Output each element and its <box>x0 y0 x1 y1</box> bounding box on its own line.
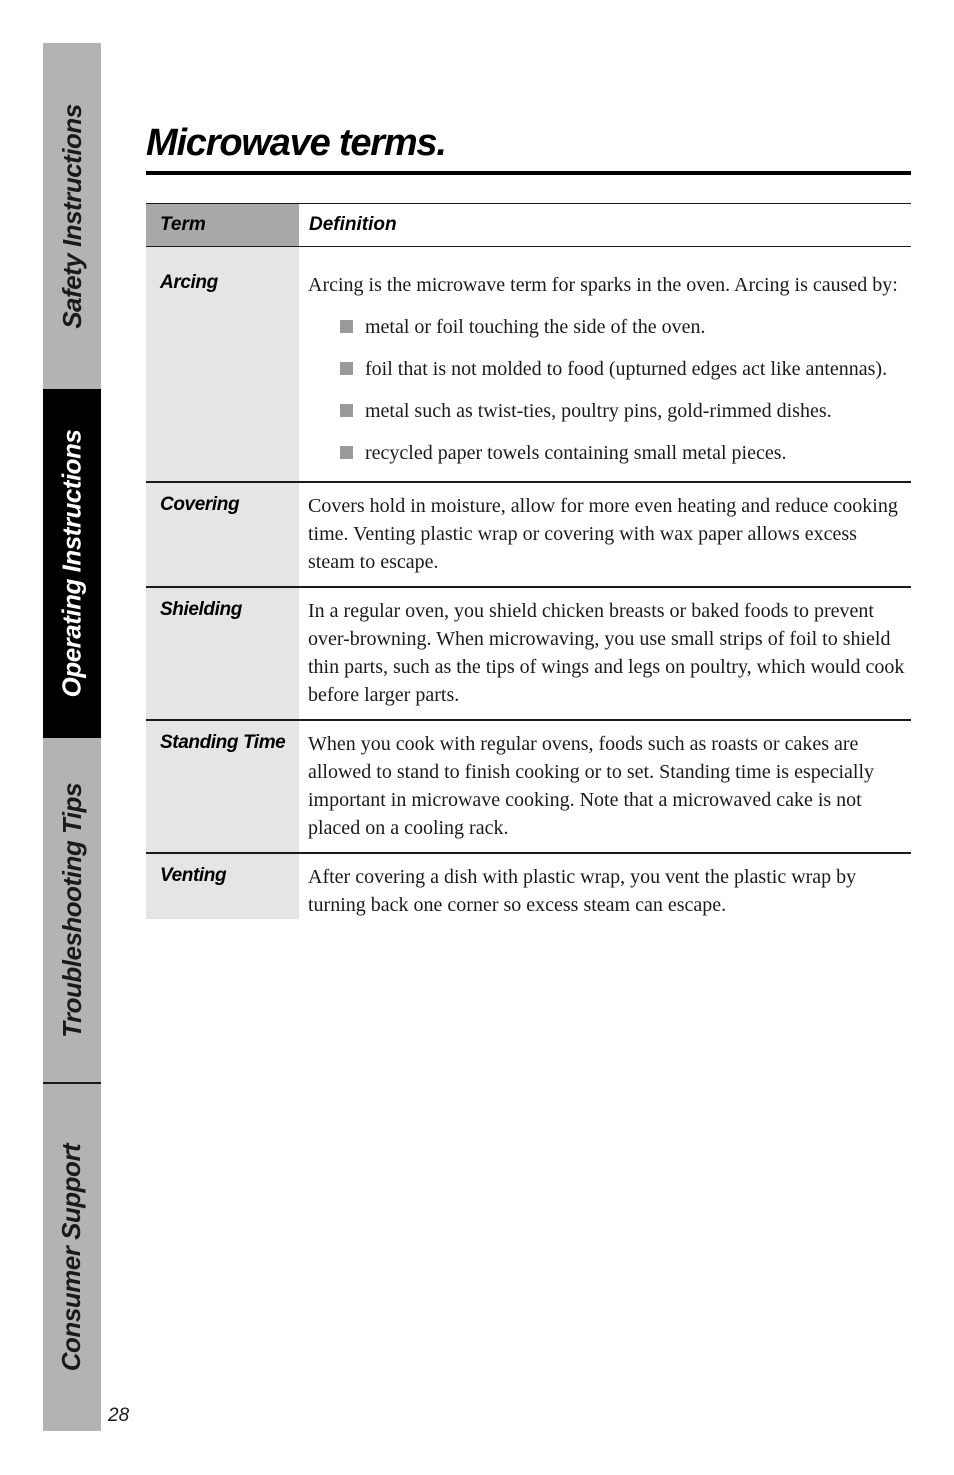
list-item-text: metal such as twist-ties, poultry pins, gold-rimmed dishes. <box>365 400 832 422</box>
definition-cell <box>299 853 911 919</box>
list-item <box>308 397 907 425</box>
square-bullet-icon <box>340 320 353 333</box>
definition-cell <box>299 247 911 483</box>
list-item <box>308 313 907 341</box>
title-rule <box>146 171 911 175</box>
tab-operating-instructions[interactable] <box>43 389 101 738</box>
tab-troubleshooting-tips[interactable] <box>43 738 101 1083</box>
table-row <box>146 853 911 919</box>
table-row <box>146 587 911 720</box>
definition-cell <box>299 482 911 587</box>
square-bullet-icon <box>340 362 353 375</box>
side-tab-strip <box>43 43 101 1431</box>
square-bullet-icon <box>340 404 353 417</box>
table-row <box>146 720 911 853</box>
tab-label: Troubleshooting Tips <box>56 783 87 1038</box>
tab-consumer-support[interactable] <box>43 1084 101 1431</box>
cause-list <box>308 313 907 467</box>
definition-cell <box>299 720 911 853</box>
terms-table <box>146 203 911 919</box>
term-name: Standing Time <box>146 720 299 853</box>
list-item-text: foil that is not molded to food (upturned edges act like antennas). <box>365 358 888 380</box>
term-name: Covering <box>146 482 299 587</box>
term-name: Shielding <box>146 587 299 720</box>
term-name: Arcing <box>146 247 299 483</box>
list-item-text: recycled paper towels containing small metal pieces. <box>365 442 787 464</box>
definition-text: After covering a dish with plastic wrap, you vent the plastic wrap by turning back one corner so excess steam can escape. <box>308 866 857 916</box>
list-item-text: metal or foil touching the side of the oven. <box>365 316 706 338</box>
list-item <box>308 439 907 467</box>
definition-text: In a regular oven, you shield chicken breasts or baked foods to prevent over-browning. When microwaving, you use small strips of foil to shield thin parts, such as the tips of wings and legs on poultry, which would cook before larger parts. <box>308 600 905 706</box>
definition-cell <box>299 587 911 720</box>
definition-text: Arcing is the microwave term for sparks in the oven. Arcing is caused by: <box>308 274 898 296</box>
page-title: Microwave terms. <box>146 122 446 164</box>
tab-label: Safety Instructions <box>56 103 87 329</box>
term-name: Venting <box>146 853 299 919</box>
page-number: 28 <box>108 1405 130 1426</box>
tab-label: Consumer Support <box>56 1143 87 1372</box>
table-header-row <box>146 204 911 247</box>
tab-label: Operating Instructions <box>56 429 87 698</box>
column-header-definition: Definition <box>309 214 397 235</box>
table-row <box>146 482 911 587</box>
list-item <box>308 355 907 383</box>
column-header-term: Term <box>146 204 299 247</box>
definition-text: Covers hold in moisture, allow for more even heating and reduce cooking time. Venting plastic wrap or covering with wax paper allows excess steam to escape. <box>308 495 898 573</box>
square-bullet-icon <box>340 446 353 459</box>
tab-safety-instructions[interactable] <box>43 43 101 389</box>
definition-text: When you cook with regular ovens, foods such as roasts or cakes are allowed to stand to finish cooking or to set. Standing time is especially important in microwave cooking. Note that a microwaved cake is not placed on a cooling rack. <box>308 733 875 839</box>
table-row <box>146 247 911 483</box>
